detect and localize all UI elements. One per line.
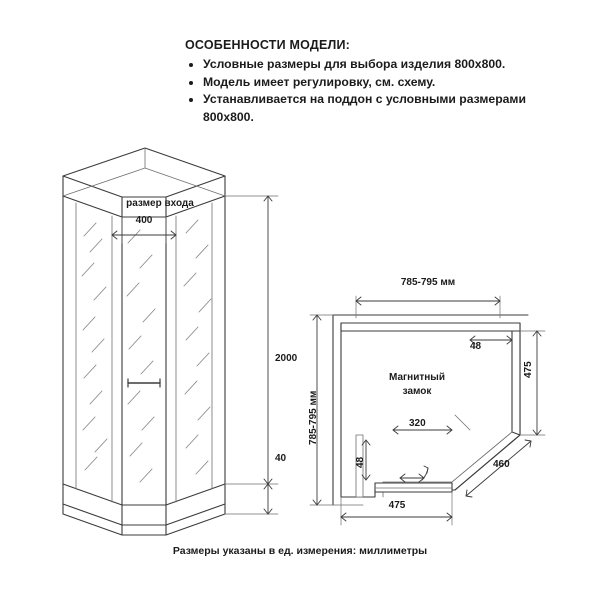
plan-right-band (512, 331, 520, 435)
dim-475-right-label: 475 (523, 361, 534, 378)
feature-item: • Устанавливается на поддон с условными размерами 800х800. (203, 91, 575, 126)
entry-width-value: 400 (135, 215, 153, 226)
features-title: ОСОБЕННОСТИ МОДЕЛИ: (185, 38, 350, 52)
plan-door-strip (375, 483, 452, 492)
feature-item: • Условные размеры для выбора изделия 800х800. (203, 56, 575, 74)
lock-label-line1: Магнитный (389, 372, 445, 383)
dim-475-bottom-label: 475 (388, 500, 406, 511)
door-swing-arrowhead (424, 466, 428, 473)
tray-corner-edges (122, 505, 166, 525)
dim-460-label: 460 (493, 459, 510, 470)
lock-label-line2: замок (402, 386, 432, 397)
lock-leader (455, 415, 470, 430)
feature-item: • Модель имеет регулировку, см. схему. (203, 74, 575, 92)
plan-top-dim: 785-795 мм (400, 277, 456, 288)
cabin-top-ridge (63, 148, 225, 196)
height-bottom-value: 40 (275, 453, 287, 464)
plan-side-dim: 785-795 мм (308, 390, 319, 445)
glass-hatching (82, 220, 211, 482)
dim-48-left-label: 48 (355, 456, 366, 468)
plan-diagonal-outer (455, 435, 520, 490)
entry-label: размер входа (126, 198, 194, 209)
footnote: Размеры указаны в ед. измерения: миллиметры (172, 545, 428, 557)
dim-48-top-label: 48 (470, 341, 482, 352)
tray-base-edges (122, 525, 166, 535)
plan-top-band (341, 323, 520, 331)
plan-diagonal-inner (452, 432, 512, 482)
cabin-top-inner (63, 176, 225, 197)
tray-base (63, 504, 225, 535)
height-main-value: 2000 (275, 353, 298, 364)
tray-top-edge (63, 484, 225, 505)
dim-320-label: 320 (409, 418, 426, 429)
plan-enclosure-outline (341, 323, 520, 497)
